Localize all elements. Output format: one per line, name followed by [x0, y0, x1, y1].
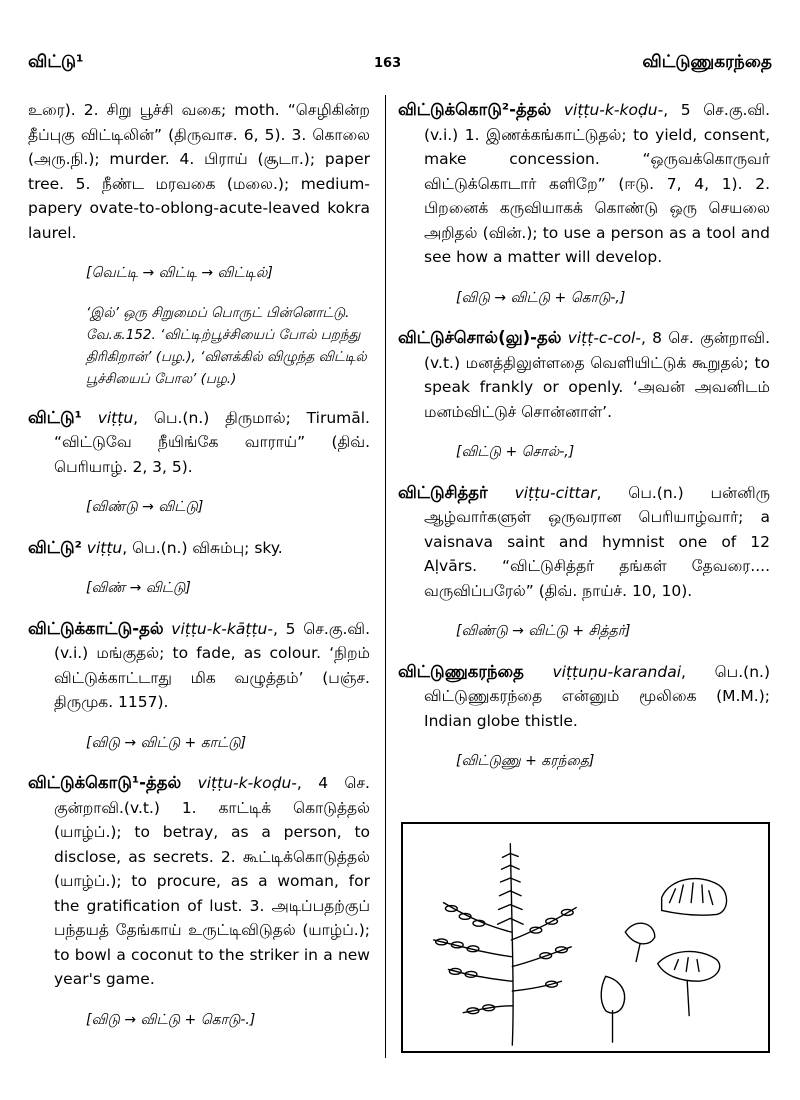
- headword: விட்டுணுகரந்தை: [398, 661, 524, 681]
- entry-vittu-1: [28, 406, 370, 480]
- page-number: 163: [374, 56, 402, 71]
- etymology: [விண்டு → விட்டு + சித்தர்]: [456, 623, 631, 639]
- headword: விட்டு²: [28, 537, 82, 557]
- definition: , பெ.(n.) பன்னிரு ஆழ்வார்களுள் ஒருவரான பெரியாழ்வார்; a vaisnava saint and hymnist one of 12 Aḷvārs. “விட்டுசித்தர் தங்கள் தேவரை.... வருவிப்பரேல்” (திவ். நாய்ச். 10, 10).: [424, 483, 770, 600]
- etymology: [விட்டு + சொல்-,]: [456, 444, 575, 460]
- transliteration: viṭṭu-k-kāṭṭu-: [171, 619, 273, 638]
- page-header-right: விட்டுணுகரந்தை: [642, 52, 772, 72]
- headword: விட்டுச்சொல்(லு)-தல்: [398, 328, 562, 347]
- etymology: [விண்டு → விட்டு]: [86, 499, 204, 515]
- entry-vittu-2: [28, 536, 370, 561]
- page-header-left: விட்டு¹: [28, 52, 84, 72]
- etymology: [விண் → விட்டு]: [86, 580, 191, 596]
- etymology: [விடு → விட்டு + கொடு-,]: [456, 289, 626, 306]
- headword: விட்டுக்கொடு²-த்தல்: [398, 100, 552, 119]
- headword: விட்டுசித்தர்: [398, 482, 488, 502]
- transliteration: viṭṭ-c-col-: [567, 329, 641, 347]
- entry-vittunukarandai: [398, 660, 770, 734]
- transliteration: viṭṭu: [97, 408, 134, 427]
- entry-vittukkodu-2: [398, 98, 770, 270]
- definition: , 5 செ.கு.வி. (v.i.) மங்குதல்; to fade, as colour. ‘நிறம் விட்டுக்காட்டாது மிக வழுத்தம்’ (பஞ்ச. திருமுக. 1157).: [54, 619, 370, 711]
- definition: , பெ.(n.) விசும்பு; sky.: [122, 538, 283, 557]
- etymology: [வெட்டி → விட்டி → விட்டில்]: [86, 265, 273, 281]
- right-column: [398, 98, 770, 790]
- definition: , 5 செ.கு.வி. (v.i.) 1. இணக்கங்காட்டுதல்; to yield, consent, make concession. “ஒருவக்கொருவர் விட்டுக்கொடார் களிறே” (ஈடு. 7, 4, 1). 2. பிறனைக் கருவியாகக் கொண்டு ஒரு செயலை அறிதல் (வின்.); to use a person as a tool and see how a matter will develop.: [424, 101, 770, 266]
- headword: விட்டு¹: [28, 407, 82, 427]
- transliteration: viṭṭu-k-koḍu-: [563, 101, 664, 119]
- entry-vittucittar: [398, 481, 770, 604]
- illustration-box: [401, 822, 770, 1053]
- definition: , பெ.(n.) திருமால்; Tirumāl. “விட்டுவே நீயிங்கே வாராய்” (திவ். பெரியாழ். 2, 3, 5).: [54, 408, 370, 476]
- transliteration: viṭṭu-k-koḍu-: [197, 774, 297, 792]
- transliteration: viṭṭu: [86, 538, 123, 557]
- etymology: [விட்டுணு + கரந்தை]: [456, 753, 595, 769]
- continued-entry: உரை). 2. சிறு பூச்சி வகை; moth. “செழிகின்ற தீப்புகு விட்டிலின்” (திருவாச. 6, 5). 3. கொலை (அரு.நி.); murder. 4. பிராய் (சூடா.); paper tree. 5. நீண்ட மரவகை (மலை.); medium-papery ovate-to-oblong-acute-leaved kokra laurel.: [28, 101, 370, 242]
- column-divider: [385, 95, 386, 1058]
- definition: , பெ.(n.) விட்டுணுகரந்தை என்னும் மூலிகை (M.M.); Indian globe thistle.: [424, 662, 770, 730]
- etymology: [விடு → விட்டு + கொடு-.]: [86, 1011, 256, 1028]
- entry-vittuccol: [398, 326, 770, 424]
- usage-note: ‘இல்’ ஒரு சிறுமைப் பொருட் பின்னொட்டு. வே.க.152. ‘விட்டிற்பூச்சியைப் போல் பறந்து திரிகிறான்’ (பழ.), ‘விளக்கில் விழுந்த விட்டில் பூச்சியைப் போல’ (பழ.): [86, 304, 367, 387]
- headword: விட்டுக்கொடு¹-த்தல்: [28, 773, 182, 792]
- entry-vittukkattu: [28, 617, 370, 715]
- definition: , 8 செ. குன்றாவி.(v.t.) மனத்திலுள்ளதை வெளியிட்டுக் கூறுதல்; to speak frankly or openly. ‘அவன் அவனிடம் மனம்விட்டுச் சொன்னாள்’.: [424, 329, 770, 421]
- entry-vittukkodu-1: [28, 771, 370, 992]
- definition: , 4 செ. குன்றாவி.(v.t.) 1. காட்டிக் கொடுத்தல் (யாழ்ப்.); to betray, as a person, to disclose, as secrets. 2. கூட்டிக்கொடுத்தல் (யாழ்ப்.); to procure, as a woman, for the gratification of lust. 3. அடிப்பதற்குப் பந்தயத் தேங்காய் உருட்டிவிடுதல் (யாழ்ப்.); to bowl a coconut to the striker in a new year's game.: [54, 774, 370, 988]
- etymology: [விடு → விட்டு + காட்டு]: [86, 734, 247, 751]
- transliteration: viṭṭu-cittar: [514, 483, 597, 502]
- left-column: [28, 98, 370, 1048]
- headword: விட்டுக்காட்டு-தல்: [28, 618, 164, 638]
- transliteration: viṭṭuṇu-karandai: [552, 662, 682, 681]
- globe-thistle-plant-drawing-icon: [403, 824, 768, 1051]
